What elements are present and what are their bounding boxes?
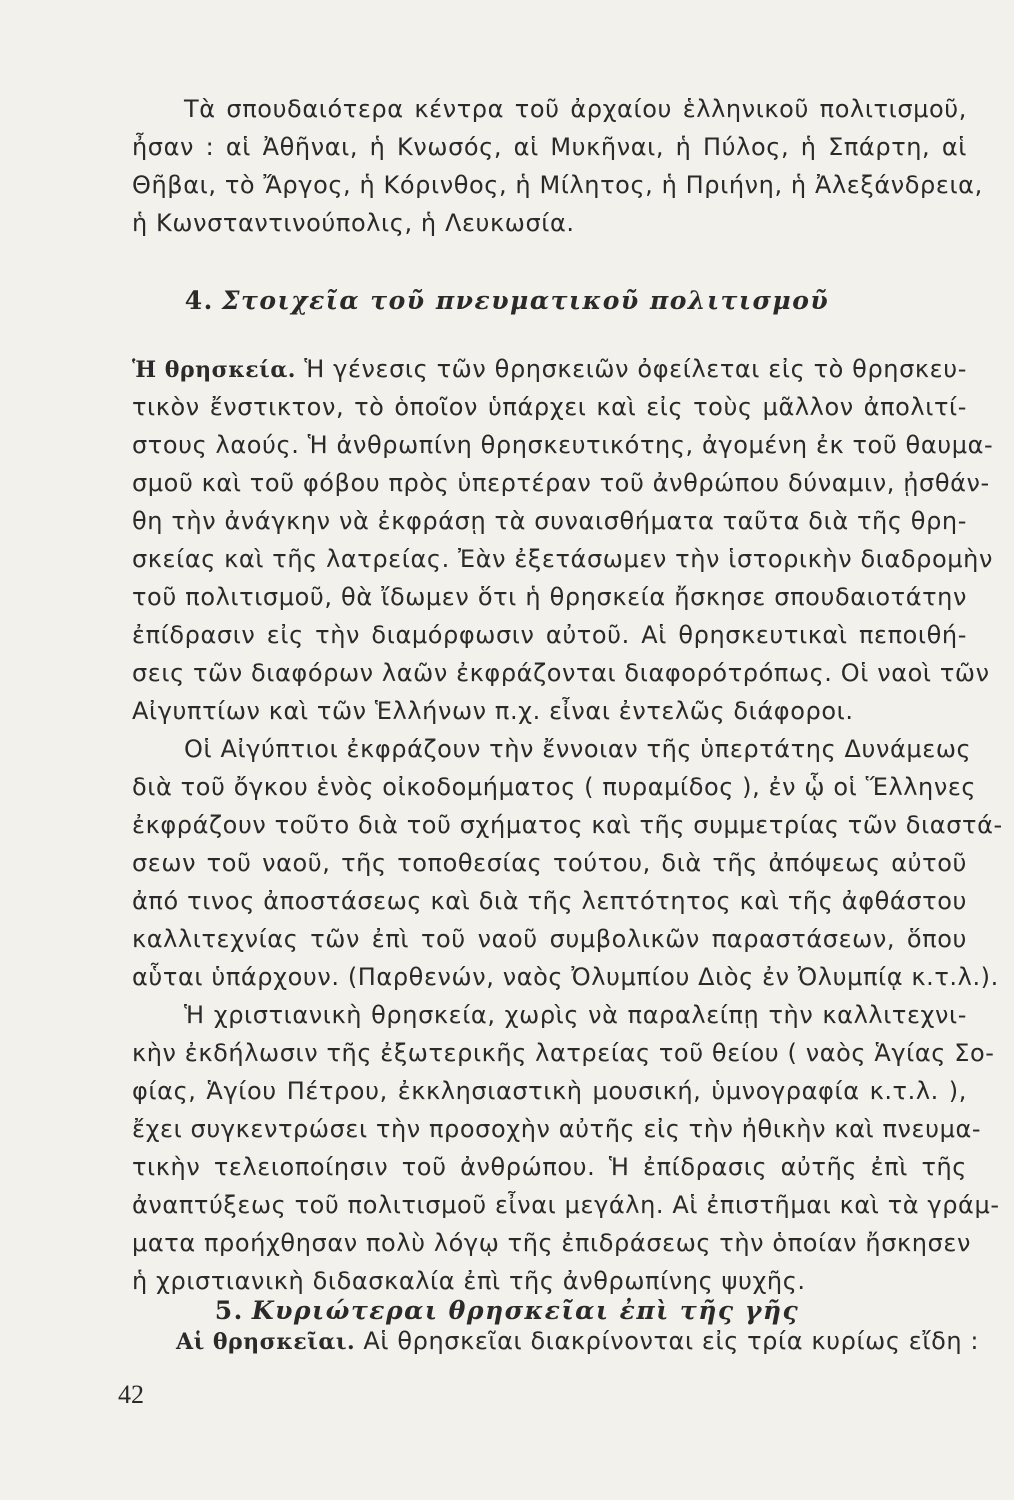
text-line: αὗται ὑπάρχουν. (Παρθενών, ναὸς Ὀλυμπίου Διὸς ἐν Ὀλυμπίᾳ κ.τ.λ.). xyxy=(132,963,999,991)
text-line: Ἡ θρησκεία. Ἡ γένεσις τῶν θρησκειῶν ὀφείλεται εἰς τὸ θρησκευ- xyxy=(132,355,967,383)
text-line: κὴν ἐκδήλωσιν τῆς ἐξωτερικῆς λατρείας τοῦ θείου ( ναὸς Ἁγίας Σο- xyxy=(132,1039,995,1067)
page-number: 42 xyxy=(118,1380,144,1409)
section-number: 4. xyxy=(184,286,214,315)
text-line: Αἰγυπτίων καὶ τῶν Ἑλλήνων π.χ. εἶναι ἐντελῶς διάφοροι. xyxy=(132,697,854,725)
text-line: διὰ τοῦ ὄγκου ἑνὸς οἰκοδομήματος ( πυραμίδος ), ἐν ᾧ οἱ Ἕλληνες xyxy=(132,773,977,801)
text-line: Τὰ σπουδαιότερα κέντρα τοῦ ἀρχαίου ἑλληνικοῦ πολιτισμοῦ, xyxy=(184,95,967,123)
text-line: ἦσαν : αἱ Ἀθῆναι, ἡ Κνωσός, αἱ Μυκῆναι, ἡ Πύλος, ἡ Σπάρτη, αἱ xyxy=(132,133,967,161)
text-line: σμοῦ καὶ τοῦ φόβου πρὸς ὑπερτέραν τοῦ ἀνθρώπου δύναμιν, ᾐσθάν- xyxy=(132,469,990,497)
text-line: σεων τοῦ ναοῦ, τῆς τοποθεσίας τούτου, διὰ τῆς ἀπόψεως αὐτοῦ xyxy=(132,849,967,877)
text-line: Οἱ Αἰγύπτιοι ἐκφράζουν τὴν ἔννοιαν τῆς ὑπερτάτης Δυνάμεως xyxy=(184,735,972,763)
text-line: ἡ χριστιανικὴ διδασκαλία ἐπὶ τῆς ἀνθρωπίνης ψυχῆς. xyxy=(132,1267,806,1295)
runin-heading: Αἱ θρησκεῖαι. xyxy=(176,1329,356,1355)
text-line: καλλιτεχνίας τῶν ἐπὶ τοῦ ναοῦ συμβολικῶν παραστάσεων, ὅπου xyxy=(132,925,967,953)
text-line: ἀπό τινος ἀποστάσεως καὶ διὰ τῆς λεπτότητος καὶ τῆς ἀφθάστου xyxy=(132,887,967,915)
section-title: Στοιχεῖα τοῦ πνευματικοῦ πολιτισμοῦ xyxy=(221,286,830,315)
section-number: 5. xyxy=(214,1296,244,1325)
text-line: ἐπίδρασιν εἰς τὴν διαμόρφωσιν αὐτοῦ. Αἱ θρησκευτικαὶ πεποιθή- xyxy=(132,621,967,649)
religion-paragraph xyxy=(132,350,994,730)
text-line: ἔχει συγκεντρώσει τὴν προσοχὴν αὐτῆς εἰς τὴν ἠθικὴν καὶ πνευμα- xyxy=(132,1115,982,1143)
text-line: θη τὴν ἀνάγκην νὰ ἐκφράσῃ τὰ συναισθήματα ταῦτα διὰ τῆς θρη- xyxy=(132,507,967,535)
text-line: ἡ Κωνσταντινούπολις, ἡ Λευκωσία. xyxy=(132,209,575,237)
text-line: ἐκφράζουν τοῦτο διὰ τοῦ σχήματος καὶ τῆς συμμετρίας τῶν διαστά- xyxy=(132,811,1003,839)
text-line: ματα προήχθησαν πολὺ λόγῳ τῆς ἐπιδράσεως τὴν ὁποίαν ἤσκησεν xyxy=(132,1229,971,1257)
text-line: ἀναπτύξεως τοῦ πολιτισμοῦ εἶναι μεγάλη. Αἱ ἐπιστῆμαι καὶ τὰ γράμ- xyxy=(132,1191,1000,1219)
religions-paragraph xyxy=(132,1322,980,1360)
text-line: φίας, Ἁγίου Πέτρου, ἐκκλησιαστικὴ μουσική, ὑμνογραφία κ.τ.λ. ), xyxy=(132,1077,967,1105)
intro-paragraph xyxy=(132,90,983,242)
section-heading-5 xyxy=(0,1296,1014,1325)
text-line: σεις τῶν διαφόρων λαῶν ἐκφράζονται διαφορότρόπως. Οἱ ναοὶ τῶν xyxy=(132,659,990,687)
text-line: τικὴν τελειοποίησιν τοῦ ἀνθρώπου. Ἡ ἐπίδρασις αὐτῆς ἐπὶ τῆς xyxy=(132,1153,967,1181)
text-line: τικὸν ἔνστικτον, τὸ ὁποῖον ὑπάρχει καὶ εἰς τοὺς μᾶλλον ἀπολιτί- xyxy=(132,393,967,421)
text-line: στους λαούς. Ἡ ἀνθρωπίνη θρησκευτικότης, ἀγομένη ἐκ τοῦ θαυμα- xyxy=(132,431,994,459)
christian-paragraph xyxy=(132,996,1000,1300)
egypt-paragraph xyxy=(132,730,1003,996)
text-line: Θῆβαι, τὸ Ἄργος, ἡ Κόρινθος, ἡ Μίλητος, ἡ Πριήνη, ἡ Ἀλεξάνδρεια, xyxy=(132,171,983,199)
text-line: τοῦ πολιτισμοῦ, θὰ ἴδωμεν ὅτι ἡ θρησκεία ἤσκησε σπουδαιοτάτην xyxy=(132,583,967,611)
text-line: Αἱ θρησκεῖαι. Αἱ θρησκεῖαι διακρίνονται εἰς τρία κυρίως εἴδη : xyxy=(176,1327,980,1355)
section-title: Κυριώτεραι θρησκεῖαι ἐπὶ τῆς γῆς xyxy=(251,1296,800,1325)
text-line: Ἡ χριστιανικὴ θρησκεία, χωρὶς νὰ παραλείπῃ τὴν καλλιτεχνι- xyxy=(184,1001,967,1029)
section-heading-4 xyxy=(0,286,1014,315)
runin-heading: Ἡ θρησκεία. xyxy=(132,357,296,383)
text-line: σκείας καὶ τῆς λατρείας. Ἐὰν ἐξετάσωμεν τὴν ἱστορικὴν διαδρομὴν xyxy=(132,545,993,573)
